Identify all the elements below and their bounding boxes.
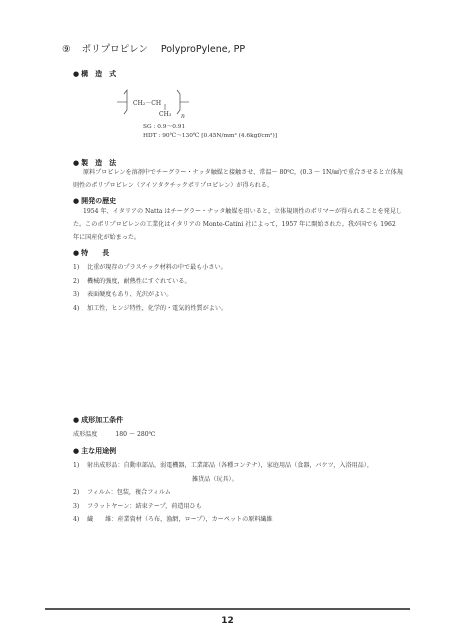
- formula-side-group: CH₃: [159, 111, 172, 118]
- list-item-continuation: 雑貨品（玩具）。: [192, 475, 238, 483]
- list-item: [73, 487, 403, 501]
- heading-molding: [73, 415, 123, 425]
- item-text: 繊 維：産業資材（ろ布，漁網，ロープ），カーペットの原料繊維: [87, 516, 273, 524]
- item-text: フィルム：包装，複合フィルム: [87, 489, 171, 497]
- list-item: [73, 276, 403, 290]
- heading-features-label: 特 長: [81, 249, 110, 257]
- list-item: [73, 501, 403, 515]
- item-number: 4): [73, 304, 80, 312]
- item-text: 比重が現存のプラスチック材料の中で最も小さい。: [87, 264, 227, 271]
- bullet-icon: ●: [73, 197, 80, 205]
- features-list: [73, 262, 403, 316]
- bullet-icon: ●: [73, 249, 80, 257]
- item-number: 2): [73, 277, 80, 285]
- item-text: 機械的強度，耐熱性にすぐれている。: [87, 277, 191, 285]
- list-item: [73, 262, 403, 276]
- list-item: [73, 303, 403, 317]
- heading-uses: [73, 446, 116, 456]
- molding-value: 180 ～ 280℃: [115, 431, 156, 438]
- footer-divider: [45, 608, 410, 610]
- formula-n: n: [181, 113, 185, 120]
- item-text: 射出成形品：自動車部品，弱電機器，工業部品（各種コンテナ），家庭用品（食器，バケツ，入浴用品），: [87, 462, 373, 469]
- heading-structure: [73, 69, 116, 79]
- item-number: 3): [73, 502, 80, 510]
- item-number: 3): [73, 291, 80, 299]
- heading-production-label: 製 造 法: [81, 159, 117, 167]
- item-number: 2): [73, 489, 80, 497]
- heat-deflection-temp: HDT : 90℃～130℃ [0.45N/mm² (4.6kgf/cm²)]: [143, 133, 278, 139]
- bullet-icon: ●: [73, 159, 80, 167]
- molding-condition: [73, 429, 155, 438]
- title-japanese: ポリプロピレン: [81, 44, 148, 55]
- uses-list: [73, 460, 403, 528]
- item-number: 1): [73, 462, 80, 469]
- item-number: 4): [73, 516, 80, 524]
- list-item: [73, 289, 403, 303]
- title-english: PolyproPylene, PP: [160, 44, 246, 55]
- heading-uses-label: 主な用途例: [81, 447, 117, 455]
- history-text: 1954 年、イタリアの Natta はチーグラー・ナッタ触媒を用いると、立体規則性のポリマーが得られることを発見した。このポリプロピレンの工業化はイタリアの Monte-Catini 社によって，1957 年に開始された。我が国でも 1962 年に国産化が始まった。: [73, 208, 402, 241]
- item-number: 1): [73, 264, 80, 271]
- item-text: フラットヤーン：結束テープ，荷造用ひも: [87, 502, 202, 510]
- item-text: 加工性，ヒンジ特性，化学的・電気的性質がよい。: [87, 304, 228, 312]
- page-title: [62, 41, 245, 55]
- section-number: ⑨: [62, 44, 71, 55]
- page-number: 12: [221, 616, 234, 626]
- bullet-icon: ●: [73, 447, 80, 455]
- production-text: 原料プロピレンを溶剤中でチーグラー・ナッタ触媒と接触させ、常温～ 80℃，(0.3 ～ 1N/㎟)で重合させると立体規則性のポリプロピレン（アイソタクチックポリプロピレン）が得られる。: [73, 169, 403, 189]
- heading-features: [73, 248, 109, 258]
- heading-history-label: 開発の歴史: [81, 197, 117, 205]
- heading-structure-label: 構 造 式: [81, 70, 117, 78]
- heading-molding-label: 成形加工条件: [81, 416, 124, 424]
- formula-main: CH₂－CH: [133, 100, 162, 107]
- item-text: 表面硬度もあり、光沢がよい。: [87, 291, 173, 299]
- bullet-icon: ●: [73, 70, 80, 78]
- list-item: [73, 460, 403, 474]
- list-item: [73, 514, 403, 528]
- bullet-icon: ●: [73, 416, 80, 424]
- molding-label: 成形温度: [73, 431, 98, 438]
- specific-gravity: SG : 0.9～0.91: [143, 124, 186, 130]
